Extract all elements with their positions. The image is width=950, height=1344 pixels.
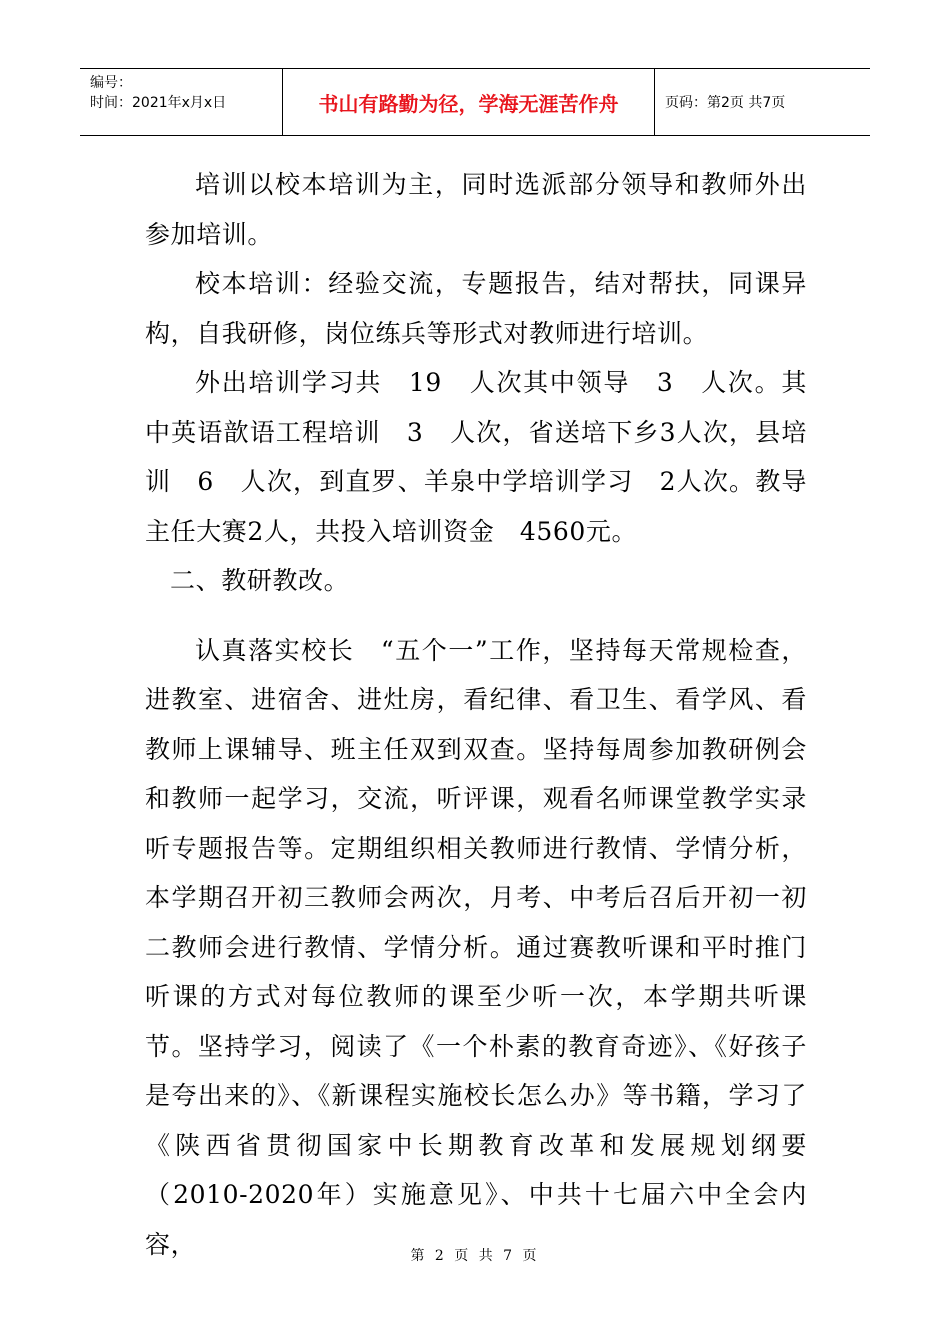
section-title: 二、教研教改。 xyxy=(170,566,350,595)
header-motto: 书山有路勤为径，学海无涯苦作舟 xyxy=(283,69,655,135)
document-body xyxy=(145,160,807,1269)
page-header xyxy=(80,68,870,136)
number-label: 编号： xyxy=(90,75,132,91)
header-meta xyxy=(80,69,283,135)
paragraph-school-training: 校本培训：经验交流，专题报告，结对帮扶，同课异构，自我研修，岗位练兵等形式对教师进行培训。 xyxy=(145,269,807,348)
paragraph-training: 培训以校本培训为主，同时选派部分领导和教师外出参加培训。 xyxy=(145,170,807,249)
paragraph-external-training: 外出培训学习共 19 人次其中领导 3 人次。其中英语歆语工程培训 3 人次，省送培下乡3人次，县培训 6 人次，到直罗、羊泉中学培训学习 2人次。教导主任大赛2人，共投入培训资金 4560元。 xyxy=(145,368,807,546)
paragraph-research: 认真落实校长 “五个一”工作，坚持每天常规检查，进教室、进宿舍、进灶房，看纪律、看卫生、看学风、看教师上课辅导、班主任双到双查。坚持每周参加教研例会和教师一起学习，交流，听评课，观看名师课堂教学实录听专题报告等。定期组织相关教师进行教情、学情分析，本学期召开初三教师会两次，月考、中考后召后开初一初二教师会进行教情、学情分析。通过赛教听课和平时推门听课的方式对每位教师的课至少听一次，本学期共听课节。坚持学习，阅读了《一个朴素的教育奇迹》、《好孩子是夸出来的》、《新课程实施校长怎么办》等书籍，学习了《陕西省贯彻国家中长期教育改革和发展规划纲要（2010-2020年）实施意见》、中共十七届六中全会内容， xyxy=(145,635,807,1259)
time-label: 时间：2021年x月x日 xyxy=(90,95,227,111)
page-footer: 第 2 页 共 7 页 xyxy=(410,1248,540,1264)
header-page-code: 页码：第2页 共7页 xyxy=(665,95,786,111)
